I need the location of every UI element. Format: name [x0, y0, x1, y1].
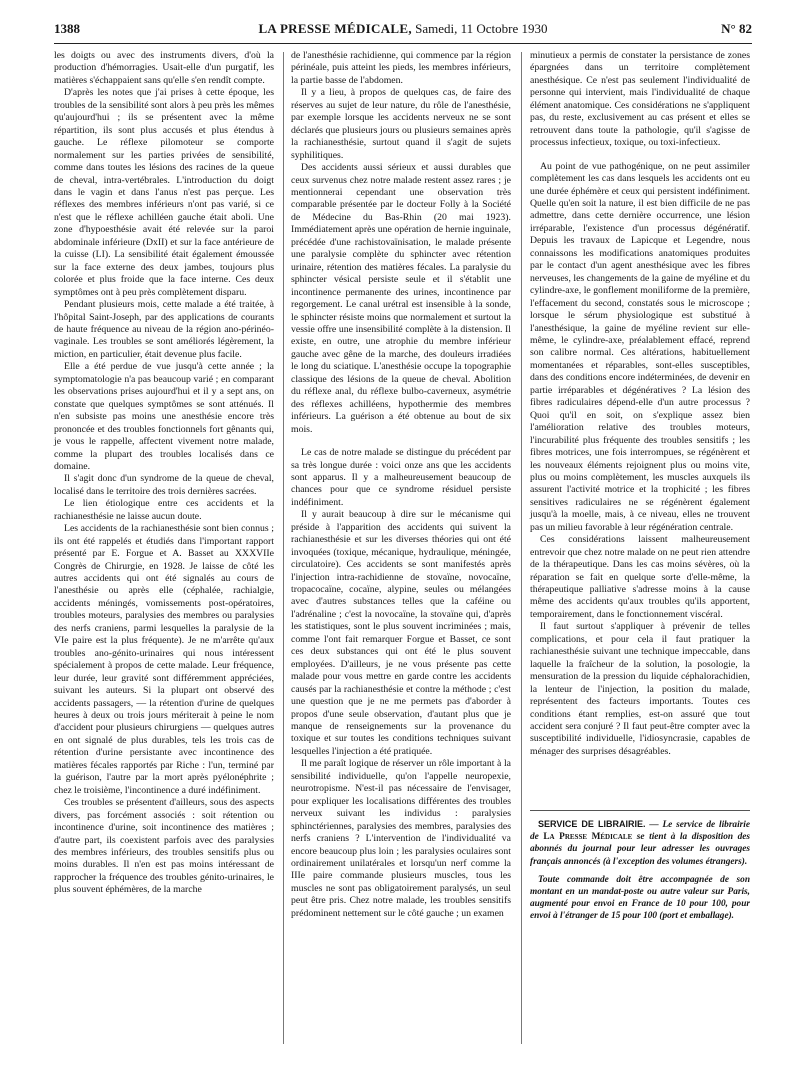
notice-heading: SERVICE DE LIBRAIRIE. [538, 819, 646, 829]
text-column-3 [530, 50, 750, 758]
paragraph: de l'anesthésie rachidienne, qui commence par la région périnéale, puis atteint les pieds, les membres inférieurs, la partie basse de l'abdomen. [291, 50, 511, 86]
column-divider [521, 52, 522, 1044]
paragraph: Il y aurait beaucoup à dire sur le mécanisme qui préside à l'apparition des accidents qui suivent la rachianesthésie et sur les diverses théories qui ont été invoquées (toxique, mécanique, hydraulique, méningée, circulatoire). Ces accidents se sont manifestés après l'injection intra-rachidienne de stovaïne, novocaïne, tropacocaïne, cocaïne, alypine, seules ou mélangées avec d'autres substances telles que la caféine ou l'adrénaline ; c'est la novocaïne, la stovaïne qui, d'après les statistiques, sont le plus souvent incriminées ; mais, comme l'ont fait remarquer Forgue et Basset, ce sont ces deux substances qui ont été le plus souvent employées. D'ailleurs, je ne vous présente pas cette malade pour vous mettre en garde contre les accidents causés par la rachianesthésie et contre la méthode ; c'est une question que je ne me permets pas d'aborder à propos d'une seule observation, d'autant plus que je manque de renseignements sur la provenance du toxique et sur toutes les conditions techniques suivant lesquelles l'injection a été pratiquée. [291, 509, 511, 757]
library-service-notice [530, 810, 750, 923]
journal-title: LA PRESSE MÉDICALE, [258, 21, 412, 36]
paragraph: Elle a été perdue de vue jusqu'à cette année ; la symptomatologie n'a pas beaucoup varié ; en comparant les observations prises aujourd'hui et il y a sept ans, on constate que quelques symptômes se sont atténués. Il n'en subsiste pas moins une anesthésie encore très prononcée et des troubles fonctionnels fort gênants qui, je vous le rappelle, affectent vivement notre malade, comme la plupart des troubles localisés dans ce domaine. [54, 361, 274, 472]
notice-text: se tient à la disposition des abonnés du journal pour leur adresser les ouvrages français annoncés (à l'exception des volumes étrangers). [530, 832, 750, 867]
paragraph: Il y a lieu, à propos de quelques cas, de faire des réserves au sujet de leur nature, du rôle de l'anesthésie, par exemple lorsque les accidents nerveux ne se sont déclarés que plusieurs jours ou plusieurs semaines après la rachianesthésie, surtout quand il s'agit de sujets syphilitiques. [291, 87, 511, 161]
issue-date: Samedi, 11 Octobre 1930 [415, 21, 548, 36]
paragraph: Des accidents aussi sérieux et aussi durables que ceux survenus chez notre malade restent assez rares ; je mentionnerai cependant une observation très comparable présentée par le docteur Folly à la Société de Médecine du Bas-Rhin (20 mai 1923). Immédiatement après une opération de hernie inguinale, précédée d'une rachistovaïnisation, le malade présente une paralysie complète du sphincter avec rétention urinaire, rétention des matières fécales. La paralysie du sphincter vésical persiste seule et il s'établit une incontinence permanente des urines, incontinence par regorgement. Le canal urétral est insensible à la sonde, le sphincter résiste moins que normalement et surtout la vessie offre une insensibilité complète à la distension. Il existe, en outre, une atrophie du membre inférieur gauche avec gêne de la marche, des douleurs irradiées le long du sciatique. L'anesthésie occupe la topographie classique des lésions de la queue de cheval. Abolition du réflexe anal, du réflexe bulbo-caverneux, asymétrie des réflexes achilléens, hypothermie des membres inférieurs. La guérison a été obtenue au bout de six mois. [291, 162, 511, 435]
paragraph: Pendant plusieurs mois, cette malade a été traitée, à l'hôpital Saint-Joseph, par des applications de courants de haute fréquence au niveau de la région ano-périnéo-vaginale. Les troubles se sont améliorés légèrement, la miction, en particulier, était devenue plus facile. [54, 299, 274, 360]
masthead [54, 21, 752, 37]
notice-journal: La Presse Médicale [543, 832, 633, 843]
notice-order-terms: Toute commande doit être accompagnée de son montant en un mandat-poste ou autre valeur sur Paris, augmenté pour envoi en France de 10 pour 100, pour envoi à l'étranger de 15 pour 100 (port et emballage). [530, 874, 750, 922]
notice-paragraph [530, 818, 750, 868]
paragraph: Le lien étiologique entre ces accidents et la rachianesthésie ne laisse aucun doute. [54, 498, 274, 522]
paragraph: Il s'agit donc d'un syndrome de la queue de cheval, localisé dans le territoire des trois dernières sacrées. [54, 473, 274, 497]
paragraph: Au point de vue pathogénique, on ne peut assimiler complètement les cas dans lesquels les accidents ont eu une durée éphémère et ceux qui persistent indéfiniment. Quelle qu'en soit la nature, il est bien difficile de ne pas admettre, dans cette dernière occurrence, une lésion irréparable, l'existence d'un processus dégénératif. Depuis les travaux de Lapicque et Legendre, nous connaissons les modifications anatomiques produites par le contact d'un agent anesthésique avec les fibres nerveuses, les changements de la gaine de myéline et du cylindre-axe, le gonflement moniliforme de la première, l'effacement du second, constatés sous le microscope ; lorsque le sérum physiologique est substitué à l'anesthésique, la gaine de myéline revient sur elle-même, le cylindre-axe, préalablement effacé, reprend son calibre normal. Ces altérations, habituellement momentanées et réparables, sont-elles susceptibles, dans des conditions encore indéterminées, de devenir en partie irréparables et dégénératives ? La lésion des fibres radiculaires dépend-elle d'un autre processus ? Quoi qu'il en soit, on s'explique assez bien l'amélioration relative des troubles moteurs, l'incurabilité plus fréquente des troubles sensitifs ; les fibres motrices, une fois interrompues, se régénèrent et les nouveaux éléments rejoignent plus ou moins vite, plus ou moins complètement, les muscles auxquels ils assurent l'activité motrice et la trophicité ; les fibres sensitives radiculaires ne se régénèrent également jusqu'à la moelle, mais, à ce niveau, elles ne trouvent pas un milieu favorable à leur régénération centrale. [530, 160, 750, 533]
paragraph: D'après les notes que j'ai prises à cette époque, les troubles de la sensibilité sont alors à peu près les mêmes qu'aujourd'hui ; ils se présentent avec la même répartition, ils sont plus accusés et plus étendus à gauche. Le réflexe pilomoteur se comporte normalement sur les parties privées de sensibilité, comme dans toutes les lésions des racines de la queue de cheval, intra-vertébrales. L'introduction du doigt dans le vagin et dans l'anus n'est pas perçue. Les réflexes des membres inférieurs n'ont pas varié, si ce n'est que le réflexe achilléen gauche était aboli. Une zone d'hypoesthésie avait été relevée sur la paroi abdominale inférieure (DxII) et sur la face antérieure de la cuisse (LI). La sensibilité était également émoussée sur la face externe des deux jambes, toujours plus colorée et plus froide que la face interne. Ces deux symptômes ont à peu près complètement disparu. [54, 87, 274, 298]
notice-lead: — Le service de librairie de [530, 820, 750, 843]
paragraph: Les accidents de la rachianesthésie sont bien connus ; ils ont été rappelés et étudiés dans l'important rapport présenté par E. Forgue et A. Basset au XXXVIIe Congrès de Chirurgie, en 1928. Je laisse de côté les autres accidents qui ont été signalés au cours de l'anesthésie ou après elle (céphalée, rachialgie, accidents méningés, vomissements post-opératoires, troubles moteurs, paralysies des membres ou paralysies des nerfs craniens, parmi lesquelles la paralysie de la VIe paire est la plus fréquente). Je ne m'arrête qu'aux troubles ano-génito-urinaires qui nous intéressent spécialement à propos de cette malade. Leur fréquence, leur durée, leur gravité sont différemment appréciées, suivant les auteurs. Si la plupart ont observé des accidents passagers, — la rétention d'urine de quelques heures à deux ou trois jours mériterait à peine le nom d'accident pour plusieurs chirurgiens — quelques autres en ont signalé de plus durables, tels les trois cas de rétention d'urine persistante avec incontinence des matières fécales rapportés par Riche : l'un, terminé par la guérison, l'autre par la mort après pyélonéphrite ; chez le troisième, l'incontinence a duré indéfiniment. [54, 523, 274, 796]
paragraph: Le cas de notre malade se distingue du précédent par sa très longue durée : voici onze ans que les accidents sont apparus. Il y a malheureusement beaucoup de chances pour que ce syndrome résiduel persiste indéfiniment. [291, 447, 511, 508]
column-divider [283, 52, 284, 1044]
text-column-1 [54, 50, 274, 897]
paragraph: les doigts ou avec des instruments divers, d'où la production d'hémorragies. Usait-elle d'un purgatif, les matières s'échappaient sans qu'elle s'en rendît compte. [54, 50, 274, 86]
text-column-2 [291, 50, 511, 920]
issue-number: N° 82 [721, 21, 752, 36]
page-header [54, 21, 752, 43]
header-rule [54, 43, 752, 44]
paragraph: Ces troubles se présentent d'ailleurs, sous des aspects divers, pas forcément associés : soit rétention ou incontinence d'urine, soit incontinence des matières ; d'autre part, ils coexistent parfois avec des paralysies des membres inférieurs, des troubles sensitifs plus ou moins durables. Il n'en est pas moins intéressant de rapprocher la fréquence des troubles génito-urinaires, le plus souvent éphémères, de la marche [54, 797, 274, 896]
paragraph: Ces considérations laissent malheureusement entrevoir que chez notre malade on ne peut rien attendre de la thérapeutique. Dans les cas moins sévères, où la réparation se fait en quelque sorte d'elle-même, la thérapeutique palliative s'adresse moins à la cause même des accidents qu'aux troubles qu'ils apportent, temporairement, dans le fonctionnement viscéral. [530, 534, 750, 620]
paragraph: Il faut surtout s'appliquer à prévenir de telles complications, et pour cela il faut pratiquer la rachianesthésie suivant une technique impeccable, dans laquelle la fraîcheur de la solution, la posologie, la mensuration de la pression du liquide céphalorachidien, la lenteur de l'injection, la position du malade, représentent des facteurs importants. Toutes ces conditions étant remplies, est-on assuré que tout accident sera conjuré ? Il faut peut-être compter avec la susceptibilité individuelle, l'idiosyncrasie, capables de ménager des surprises désagréables. [530, 621, 750, 757]
page-number: 1388 [54, 21, 80, 36]
paragraph: minutieux a permis de constater la persistance de zones épargnées dans un territoire complètement anesthésique. Ce n'est pas seulement l'individualité de personne qui intervient, mais l'individualité de chaque élément anatomique. Ces considérations ne s'appliquent pas, du reste, exclusivement au cas présent et elles se retrouvent dans toute la pathologie, qu'il s'agisse de processus infectieux, toxique, ou toxi-infectieux. [530, 50, 750, 149]
paragraph: Il me paraît logique de réserver un rôle important à la sensibilité individuelle, qu'on l'appelle neuropexie, neurotropisme. N'est-il pas nécessaire de l'envisager, pour expliquer les localisations différentes des troubles nerveux suivant les individus : paralysies sphinctériennes, paralysies des membres, paralysies des nerfs craniens ? L'intervention de l'individualité va encore beaucoup plus loin ; les paralysies oculaires sont ordinairement unilatérales et lorsqu'un nerf comme la IIIe paire commande plusieurs muscles, tous les muscles ne sont pas obligatoirement paralysés, un seul peut être pris. Chez notre malade, les troubles sensitifs prédominent nettement sur le côté gauche ; un examen [291, 758, 511, 919]
